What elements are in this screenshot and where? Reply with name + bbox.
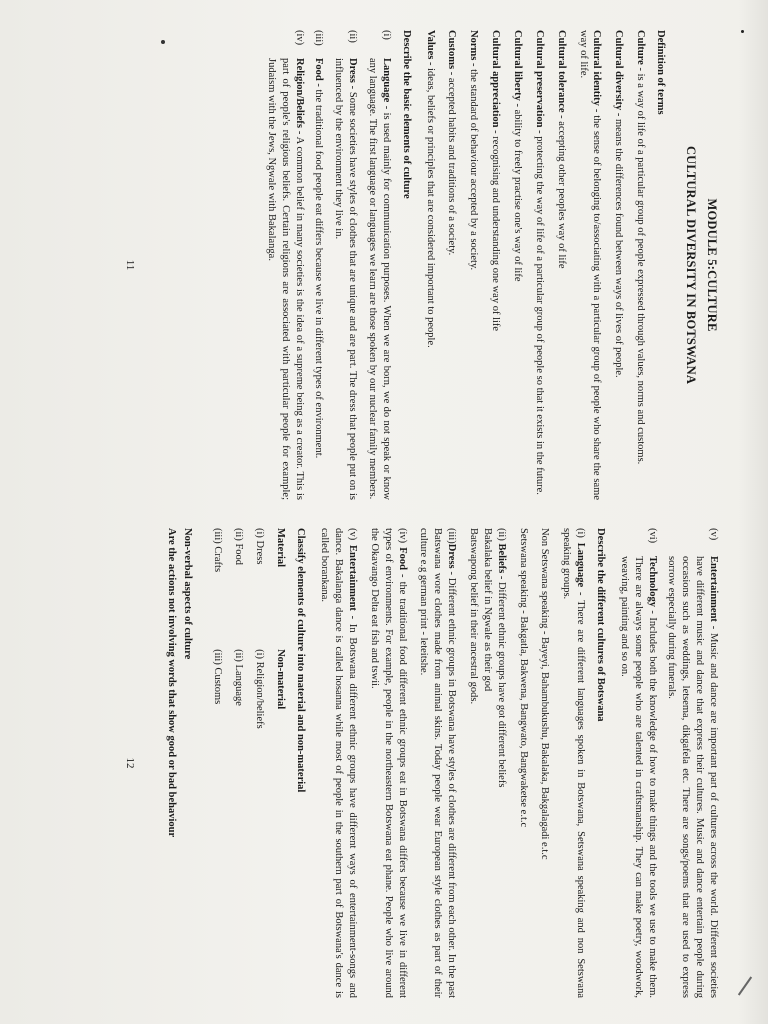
- page-11: [120, 30, 720, 500]
- culture-language: (i) Language - There are different languages spoken in Botswana, Setswana speaking and non Setswana speaking groups.: [561, 528, 587, 999]
- rotated-spread: [90, 0, 730, 1024]
- culture-food: (iv) Food - the traditional food different ethnic groups eat in Botswana differs because we live in different types of environments. For example, people in the northeastern Botswana eat phane. People who live around the Okavango Delta eat fish and tswii.: [368, 528, 408, 998]
- module-subtitle: CULTURAL DIVERSITY IN BOTSWANA: [684, 145, 699, 385]
- element-item: (iii) Food - the traditional food people eat differs because we live in different types of environment.: [313, 30, 325, 459]
- definition-item: Cultural identity - the sense of belonging to/associating with a particular group of people who share the same way of life.: [577, 30, 603, 500]
- definitions-list: [423, 30, 647, 500]
- non-material-column-header: Non-material: [274, 649, 286, 710]
- classify-heading: Classify elements of culture into material and non-material: [295, 528, 307, 793]
- non-setswana-groups: Non Setswana speaking - Bayeyi, Bahambukushu, Bakalaka, Bakgalagadi e.t.c: [539, 528, 551, 860]
- culture-entertainment: (v) Entertainment - In Botswana different ethnic groups have different ways of entertainment-songs and dance. Bakalanga dance is called hosanna while most of people in the southern part of Botswana's dance is called borankana.: [319, 528, 358, 999]
- definition-item: Cultural liberty - ability to freely practise one's way of life: [511, 30, 523, 282]
- ink-dot-corner: [741, 30, 744, 33]
- page-edge-shadow: [738, 0, 768, 1024]
- definition-item: Norms - the standard of behaviour accepted by a society.: [468, 30, 480, 271]
- nonverbal-heading: Non-verbal aspects of culture: [182, 528, 194, 660]
- page-12: [120, 528, 720, 998]
- culture-beliefs: (ii) Beliefs - Different ethnic groups have got different beliefs: [495, 528, 507, 788]
- beliefs-line: Batswapong belief in their ancestral gods.: [467, 528, 479, 705]
- page-number: 12: [123, 757, 136, 769]
- setswana-groups: Setswana speaking - Bakgatla, Bakwena, Bangwato, Bangwaketse e.t.c: [517, 528, 529, 828]
- cultures-heading: Describe the different cultures of Botswana: [594, 528, 606, 722]
- table-row: (iii) Crafts (iii) Customs: [211, 528, 223, 705]
- page-number: 11: [123, 259, 136, 271]
- definition-item: Values - ideas, beliefs or principles that are considered important to people.: [424, 30, 436, 348]
- continued-elements-list: [617, 528, 720, 998]
- culture-dress: (iii)Dress - Different ethnic groups in Botswana have styles of clothes are different from each other. In the past Batswana wore clothes made from animal skins. Today people wear European style clothes as part of their culture e.g german print - leteitshe.: [418, 528, 458, 998]
- definition-item: Customs - accepted habits and traditions of a society.: [446, 30, 458, 256]
- element-item: (i) Language - is used mainly for communication purposes. When we are born, we do not speak or know any language. The first language or languages we learn are those spoken by our nuclear family members.: [366, 30, 392, 500]
- basic-elements-list: [264, 30, 393, 500]
- element-item: (ii) Dress - Some societies have styles of clothes that are unique and are part. The dress that people put on is influenced by the environment they live in.: [333, 30, 359, 500]
- beliefs-line: Bakalaka belief in Ngwale as their god: [481, 528, 493, 692]
- material-column-header: Material: [274, 528, 286, 568]
- definitions-heading: Definition of terms: [655, 30, 666, 115]
- table-row: (ii) Food (ii) Language: [232, 528, 244, 706]
- element-item: (vi) Technology - Includes both the knowledge of how to make things and the tools we use to make them. There are always some people who are talented in craftsmanship. They can make poetry, woodwork, weaving, painting and so on.: [618, 528, 658, 999]
- definition-item: Cultural appreciation - recognising and understanding one way of life: [490, 30, 502, 332]
- definition-item: Culture - is a way of life of a particular group of people expressed through values, norms and customs.: [635, 30, 647, 465]
- module-title: MODULE 5:CULTURE: [705, 198, 719, 332]
- element-item: (v) Entertainment - Music and dance are important part of cultures across the world. Different societies have different music and dance that express their cultures. Music and dance entertain people during occasions such as weddings, letsema, dikgafela etc. There are songs/poems that are used to express sorrow especially during funerals.: [666, 528, 719, 998]
- classify-table: [204, 528, 287, 868]
- definition-item: Cultural preservation - protecting the way of life of a particular group of people so that it exists in the future.: [533, 30, 545, 495]
- definition-item: Cultural diversity - means the differences found between ways of lives of people.: [613, 30, 625, 378]
- definition-item: Cultural tolerance - accepting other peoples way of life: [555, 30, 567, 269]
- basic-elements-heading: Describe the basic elements of culture: [400, 30, 412, 199]
- nonverbal-text: Are the actions not involving words that show good or bad behaviour: [166, 528, 178, 838]
- table-row: (i) Dress (i) Religion/beliefs: [253, 528, 265, 729]
- element-item: (iv) Religion/Beliefs - A common belief in many societies is the idea of a supreme being as a creator. This is part of people's religious beliefs. Certain religions are associated with particular people for example; Judaism with the Jews, Ngwale with Bakalanga.: [265, 30, 305, 501]
